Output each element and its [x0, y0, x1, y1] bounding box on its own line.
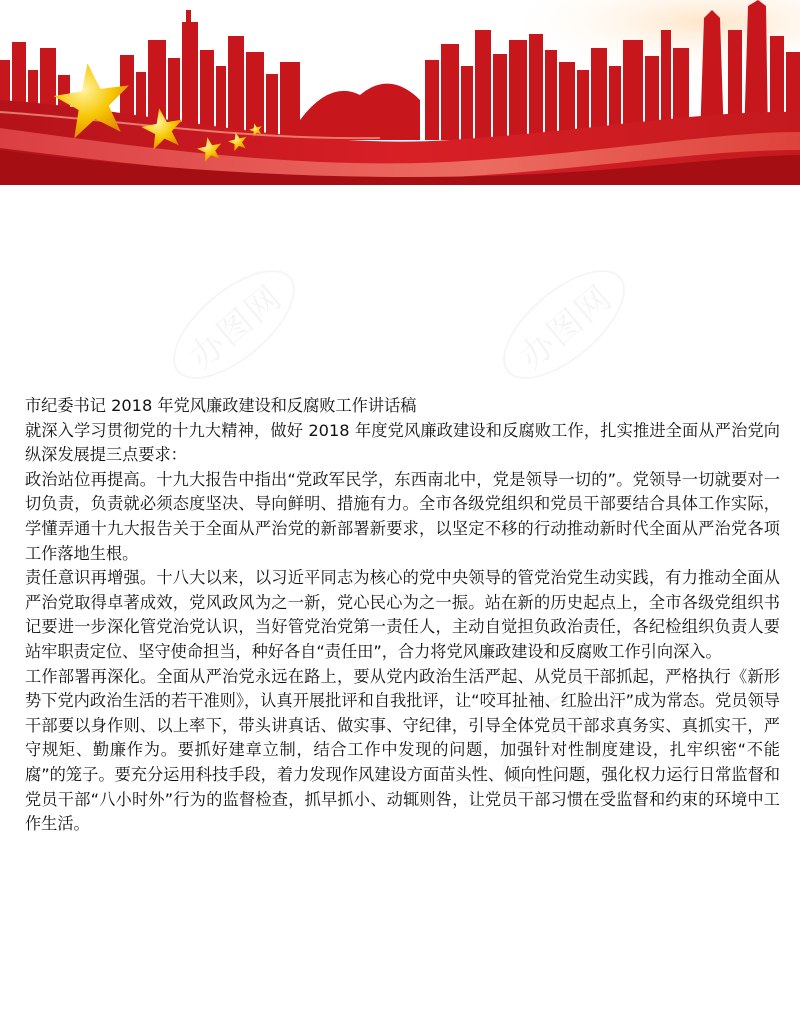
document-body — [25, 394, 780, 837]
watermark — [485, 251, 643, 399]
paragraph: 工作部署再深化。全面从严治党永远在路上，要从党内政治生活严起、从党员干部抓起，严格执行《新形势下党内政治生活的若干准则》，认真开展批评和自我批评，让“咬耳扯袖、红脸出汗”成为常态。党员领导干部要以身作则、以上率下，带头讲真话、做实事、守纪律，引导全体党员干部求真务实、真抓实干，严守规矩、勤廉作为。要抓好建章立制，结合工作中发现的问题，加强针对性制度建设，扎牢织密“不能腐”的笼子。要充分运用科技手段，着力发现作风建设方面苗头性、倾向性问题，强化权力运行日常监督和党员干部“八小时外”行为的监督检查，抓早抓小、动辄则咎，让党员干部习惯在受监督和约束的环境中工作生活。 — [25, 666, 780, 834]
paragraph: 责任意识再增强。十八大以来，以习近平同志为核心的党中央领导的管党治党生动实践，有力推动全面从严治党取得卓著成效，党风政风为之一新，党心民心为之一振。站在新的历史起点上，全市各级党组织书记要进一步深化管党治党认识，当好管党治党第一责任人，主动自觉担负政治责任，各纪检组织负责人要站牢职责定位、坚守使命担当，种好各自“责任田”，合力将党风廉政建设和反腐败工作引向深入。 — [25, 568, 780, 661]
paragraph: 政治站位再提高。十九大报告中指出“党政军民学，东西南北中，党是领导一切的”。党领导一切就要对一切负责，负责就必须态度坚决、导向鲜明、措施有力。全市各级党组织和党员干部要结合具体工作实际，学懂弄通十九大报告关于全面从严治党的新部署新要求，以坚定不移的行动推动新时代全面从严治党各项工作落地生根。 — [25, 469, 780, 563]
skyline-banner-graphic — [0, 0, 800, 185]
document-title: 市纪委书记 2018 年党风廉政建设和反腐败工作讲话稿 — [25, 396, 417, 415]
header-banner — [0, 0, 800, 185]
paragraph: 就深入学习贯彻党的十九大精神，做好 2018 年度党风廉政建设和反腐败工作，扎实推进全面从严治党向纵深发展提三点要求： — [25, 420, 780, 465]
watermark — [155, 251, 313, 399]
